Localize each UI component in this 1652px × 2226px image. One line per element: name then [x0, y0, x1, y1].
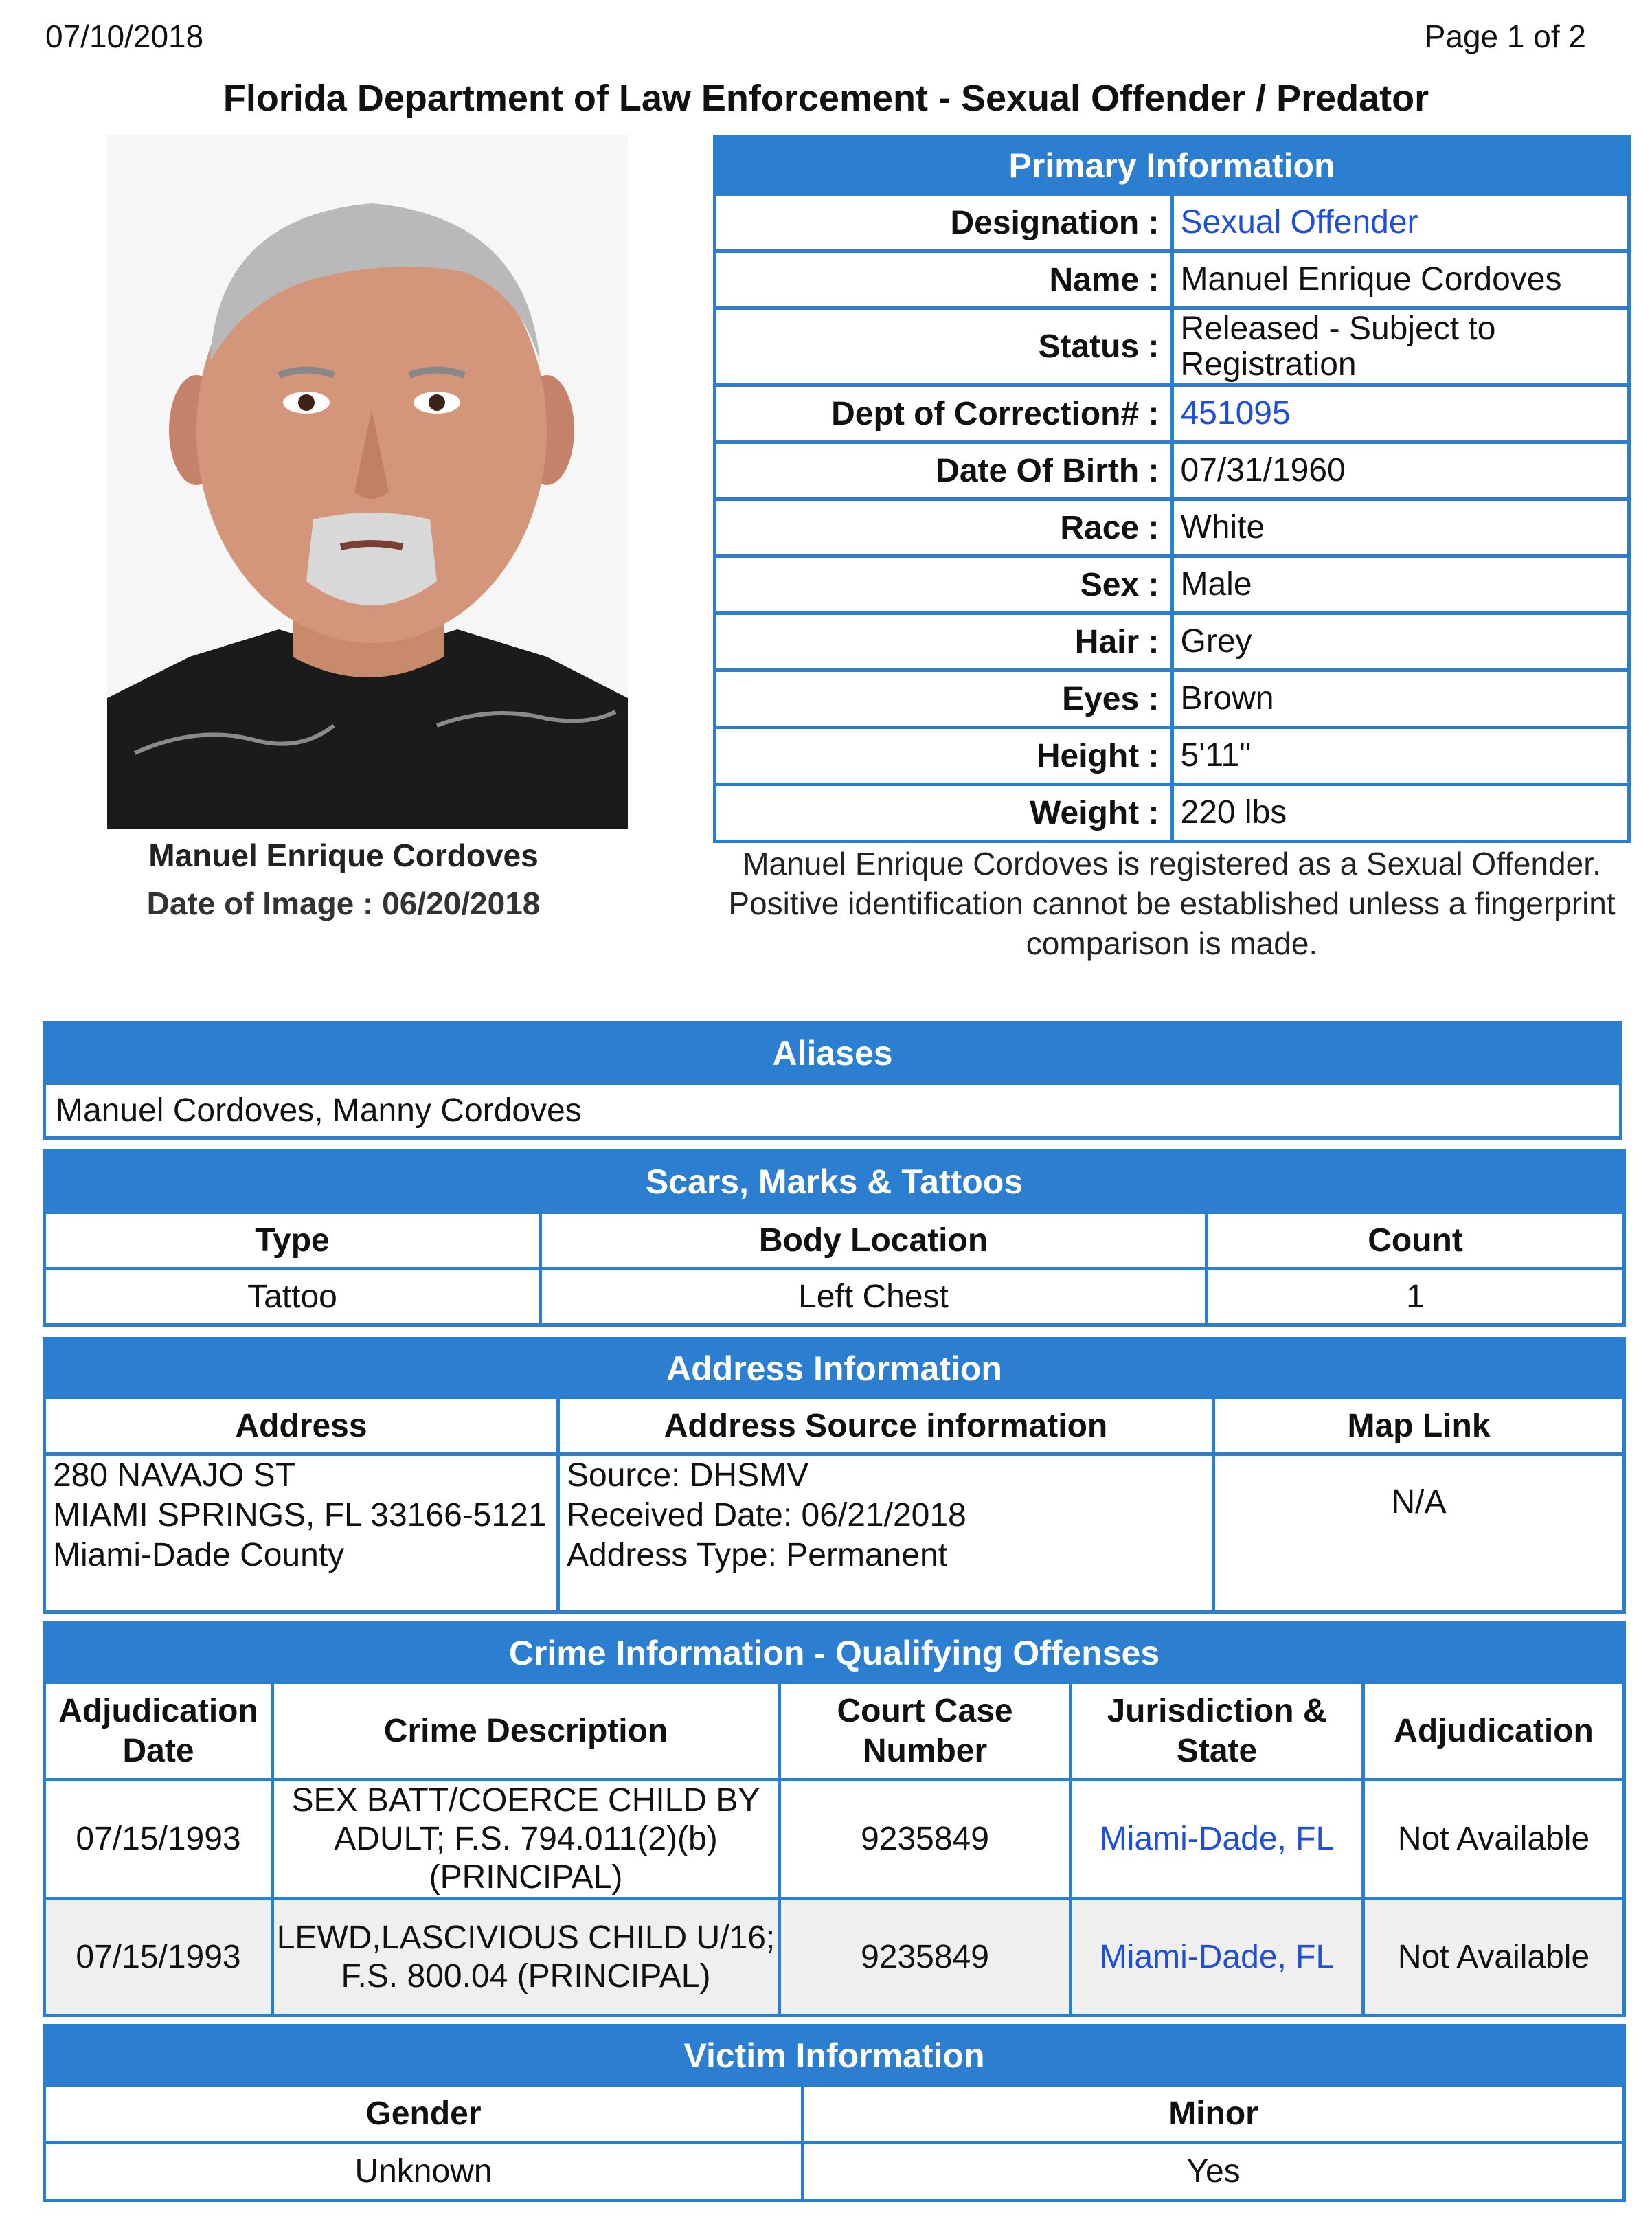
aliases-header: Aliases: [45, 1023, 1621, 1083]
column-header-body-location: Body Location: [541, 1213, 1207, 1269]
column-header-address-source: Address Source information: [558, 1398, 1214, 1454]
table-row: [45, 1454, 1625, 1612]
weight-value: 220 lbs: [1172, 785, 1629, 842]
crime-description: SEX BATT/COERCE CHILD BY ADULT; F.S. 794.011(2)(b) (PRINCIPAL): [273, 1780, 780, 1899]
hair-label: Hair :: [715, 614, 1173, 671]
table-row: [45, 2143, 1625, 2201]
photo-caption-name: Manuel Enrique Cordoves: [148, 837, 539, 873]
column-header-gender: Gender: [45, 2085, 803, 2143]
address-city: MIAMI SPRINGS, FL 33166-5121: [53, 1497, 547, 1533]
offender-photo: [107, 135, 628, 829]
scars-marks-tattoos-section: [43, 1149, 1622, 1327]
doc-number-label: Dept of Correction# :: [715, 385, 1173, 442]
column-header-type: Type: [45, 1213, 541, 1269]
address-cell: [45, 1454, 558, 1612]
designation-label: Designation :: [715, 194, 1173, 251]
table-row: [45, 1780, 1625, 1899]
height-row: [715, 728, 1629, 785]
aliases-section: [43, 1021, 1622, 1140]
race-label: Race :: [715, 499, 1173, 556]
dob-value: 07/31/1960: [1172, 442, 1629, 499]
aliases-table: [43, 1021, 1622, 1140]
column-header-court-case-number: Court Case Number: [780, 1683, 1071, 1780]
crime-jurisdiction-link[interactable]: Miami-Dade, FL: [1071, 1899, 1364, 2016]
doc-number-link[interactable]: 451095: [1172, 385, 1629, 442]
victim-table: [43, 2024, 1626, 2202]
scar-body-location: Left Chest: [541, 1269, 1207, 1325]
table-row: [45, 1269, 1625, 1325]
primary-information-table: [713, 135, 1631, 843]
crime-case-number: 9235849: [780, 1899, 1071, 2016]
page-title: Florida Department of Law Enforcement - Sexual Offender / Predator: [223, 78, 1429, 119]
column-header-adjudication-date: Adjudication Date: [45, 1683, 273, 1780]
height-label: Height :: [715, 728, 1173, 785]
column-header-address: Address: [45, 1398, 558, 1454]
designation-row: [715, 194, 1629, 251]
doc-number-row: [715, 385, 1629, 442]
crime-information-section: [43, 1621, 1622, 2017]
page-indicator: Page 1 of 2: [1424, 19, 1586, 54]
eyes-row: [715, 671, 1629, 728]
offender-photo-image: [107, 135, 628, 829]
status-label: Status :: [715, 308, 1173, 385]
race-value: White: [1172, 499, 1629, 556]
crime-table: [43, 1621, 1626, 2017]
victim-gender: Unknown: [45, 2143, 803, 2201]
address-table: [43, 1337, 1626, 1614]
address-county: Miami-Dade County: [53, 1537, 345, 1573]
crime-jurisdiction-link[interactable]: Miami-Dade, FL: [1071, 1780, 1364, 1899]
address-source-cell: [558, 1454, 1214, 1612]
primary-information-header: Primary Information: [715, 137, 1629, 194]
hair-row: [715, 614, 1629, 671]
photo-caption-date: Date of Image : 06/20/2018: [146, 886, 541, 921]
address-type: Address Type: Permanent: [567, 1537, 948, 1573]
crime-adjudication: Not Available: [1364, 1780, 1625, 1899]
scar-count: 1: [1207, 1269, 1625, 1325]
eyes-label: Eyes :: [715, 671, 1173, 728]
dob-row: [715, 442, 1629, 499]
eyes-value: Brown: [1172, 671, 1629, 728]
sex-row: [715, 556, 1629, 614]
name-value: Manuel Enrique Cordoves: [1172, 251, 1629, 308]
column-header-map-link: Map Link: [1214, 1398, 1625, 1454]
victim-minor: Yes: [803, 2143, 1625, 2201]
crime-date: 07/15/1993: [45, 1899, 273, 2016]
crime-description: LEWD,LASCIVIOUS CHILD U/16; F.S. 800.04 (PRINCIPAL): [273, 1899, 780, 2016]
scars-header: Scars, Marks & Tattoos: [45, 1151, 1625, 1213]
sex-label: Sex :: [715, 556, 1173, 614]
victim-information-section: [43, 2024, 1622, 2202]
primary-information-panel: [713, 135, 1631, 843]
column-header-count: Count: [1207, 1213, 1625, 1269]
race-row: [715, 499, 1629, 556]
crime-case-number: 9235849: [780, 1780, 1071, 1899]
address-received-date: Received Date: 06/21/2018: [567, 1497, 966, 1533]
scars-table: [43, 1149, 1626, 1327]
address-street: 280 NAVAJO ST: [53, 1457, 296, 1494]
aliases-value: Manuel Cordoves, Manny Cordoves: [45, 1083, 1621, 1138]
crime-header: Crime Information - Qualifying Offenses: [45, 1623, 1625, 1683]
crime-adjudication: Not Available: [1364, 1899, 1625, 2016]
name-label: Name :: [715, 251, 1173, 308]
height-value: 5'11": [1172, 728, 1629, 785]
table-row: [45, 1899, 1625, 2016]
sex-value: Male: [1172, 556, 1629, 614]
victim-header: Victim Information: [45, 2026, 1625, 2085]
status-value: Released - Subject to Registration: [1172, 308, 1629, 385]
status-row: [715, 308, 1629, 385]
weight-row: [715, 785, 1629, 842]
dob-label: Date Of Birth :: [715, 442, 1173, 499]
hair-value: Grey: [1172, 614, 1629, 671]
column-header-crime-description: Crime Description: [273, 1683, 780, 1780]
identification-notice: Manuel Enrique Cordoves is registered as a Sexual Offender. Positive identification cannot be established unless a fingerprint comparison is made.: [728, 846, 1616, 961]
address-source: Source: DHSMV: [567, 1457, 809, 1494]
crime-date: 07/15/1993: [45, 1780, 273, 1899]
designation-link[interactable]: Sexual Offender: [1172, 194, 1629, 251]
name-row: [715, 251, 1629, 308]
column-header-jurisdiction: Jurisdiction & State: [1071, 1683, 1364, 1780]
column-header-minor: Minor: [803, 2085, 1625, 2143]
map-link-value: N/A: [1214, 1454, 1625, 1612]
scar-type: Tattoo: [45, 1269, 541, 1325]
report-date: 07/10/2018: [45, 19, 204, 54]
address-information-section: [43, 1337, 1622, 1614]
weight-label: Weight :: [715, 785, 1173, 842]
column-header-adjudication: Adjudication: [1364, 1683, 1625, 1780]
address-header: Address Information: [45, 1339, 1625, 1398]
